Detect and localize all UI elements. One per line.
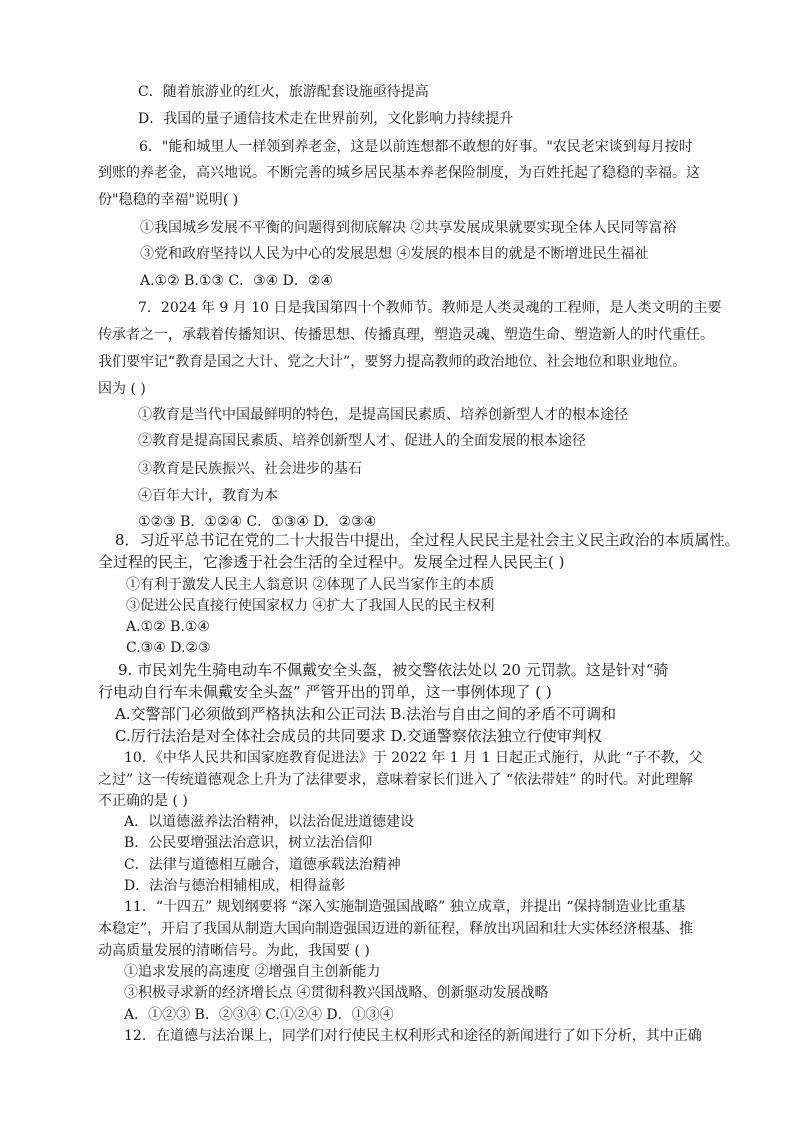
question-6-options: A.①② B.①③ C．③④ D．②④ <box>140 273 333 289</box>
option-6d: D．我国的量子通信技术走在世界前列，文化影响力持续提升 <box>138 111 514 127</box>
question-11-statements-2: ③积极寻求新的经济增长点 ④贯彻科教兴国战略、创新驱动发展战略 <box>124 985 549 1001</box>
question-6-line-1: 6．"能和城里人一样领到养老金，这是以前连想都不敢想的好事。"农民老宋谈到每月按时 <box>139 139 693 155</box>
question-6-line-3: 份"稳稳的幸福"说明( ) <box>98 192 239 208</box>
question-11-line-1: 11．“十四五” 规划纲要将 “深入实施制造强国战略” 独立成章，并提出 “保持制造业比重基 <box>124 899 686 915</box>
question-8-options-2: C.③④ D.②③ <box>126 640 211 656</box>
question-11-line-3: 动高质量发展的清晰信号。为此，我国要 ( ) <box>98 943 370 959</box>
question-10-line-3: 不正确的是 ( ) <box>98 793 188 809</box>
question-10-option-a: A．以道德滋养法治精神，以法治促进道德建设 <box>124 814 415 830</box>
question-7-statement-4: ④百年大计，教育为本 <box>138 488 278 504</box>
question-8-statements-1: ①有利于激发人民主人翁意识 ②体现了人民当家作主的本质 <box>126 577 495 593</box>
question-10-line-2: 之过” 这一传统道德观念上升为了法律要求，意味着家长们进入了 “依法带娃” 的时代。对此理解 <box>98 772 693 788</box>
question-9-options-2: C.厉行法治是对全体社会成员的共同要求 D.交通警察依法独立行使审判权 <box>115 727 602 745</box>
question-8-options-1: A.①② B.①④ <box>126 619 210 635</box>
question-7-statement-2: ②教育是提高国民素质、培养创新型人才、促进人的全面发展的根本途径 <box>138 433 586 449</box>
question-8-statements-2: ③促进公民直接行使国家权力 ④扩大了我国人民的民主权利 <box>126 598 495 614</box>
question-12-line-1: 12．在道德与法治课上，同学们对行使民主权利形式和途径的新闻进行了如下分析，其中正确 <box>124 1028 702 1044</box>
question-9-line-2: 行电动自行车未佩戴安全头盔” 严管开出的罚单，这一事例体现了 ( ) <box>98 683 552 701</box>
question-7-line-1: 7．2024 年 9 月 10 日是我国第四十个教师节。教师是人类灵魂的工程师，是人类文明的主要 <box>138 300 722 316</box>
question-8-line-2: 全过程的民主，它渗透于社会生活的全过程中。发展全过程人民民主( ) <box>98 553 565 571</box>
question-8-line-1: 8．习近平总书记在党的二十大报告中提出，全过程人民民主是社会主义民主政治的本质属性。 <box>115 531 740 549</box>
question-6-statements-2: ③党和政府坚持以人民为中心的发展思想 ④发展的根本目的就是不断增进民生福祉 <box>140 246 649 262</box>
question-10-option-b: B．公民要增强法治意识，树立法治信仰 <box>124 835 373 851</box>
question-11-line-2: 本稳定”，开启了我国从制造大国向制造强国迈进的新征程，释放出巩固和壮大实体经济根基、推 <box>98 921 694 937</box>
question-6-line-2: 到账的养老金，高兴地说。不断完善的城乡居民基本养老保险制度，为百姓托起了稳稳的幸福。这 <box>98 165 700 181</box>
question-7-statement-1: ①教育是当代中国最鲜明的特色，是提高国民素质、培养创新型人才的根本途径 <box>138 407 628 423</box>
question-11-options: A．①②③ B．②③④ C.①②④ D．①③④ <box>124 1007 394 1023</box>
question-7-options: ①②③ B．①②④ C．①③④ D．②③④ <box>138 514 377 530</box>
question-6-statements-1: ①我国城乡发展不平衡的问题得到彻底解决 ②共享发展成果就要实现全体人民同等富裕 <box>140 220 677 236</box>
question-7-statement-3: ③教育是民族振兴、社会进步的基石 <box>138 461 362 477</box>
question-7-line-2: 传承者之一，承载着传播知识、传播思想、传播真理，塑造灵魂、塑造生命、塑造新人的时代重任。 <box>98 327 714 343</box>
question-10-line-1: 10．《中华人民共和国家庭教育促进法》于 2022 年 1 月 1 日起正式施行，从此 “子不教，父 <box>124 750 703 766</box>
question-9-line-1: 9. 市民刘先生骑电动车不佩戴安全头盔，被交警依法处以 20 元罚款。这是针对“骑 <box>118 661 669 679</box>
question-9-options-1: A.交警部门必须做到严格执法和公正司法 B.法治与自由之间的矛盾不可调和 <box>115 705 617 723</box>
question-7-line-4: 因为 ( ) <box>98 381 146 397</box>
question-7-line-3: 我们要牢记“教育是国之大计、党之大计”，要努力提高教师的政治地位、社会地位和职业地位。 <box>98 354 687 370</box>
question-10-option-c: C．法律与道德相互融合，道德承载法治精神 <box>124 857 401 873</box>
question-11-statements-1: ①追求发展的高速度 ②增强自主创新能力 <box>124 964 381 980</box>
option-6c: C．随着旅游业的红火，旅游配套设施亟待提高 <box>138 84 429 100</box>
question-10-option-d: D．法治与德治相辅相成，相得益彰 <box>124 878 346 894</box>
